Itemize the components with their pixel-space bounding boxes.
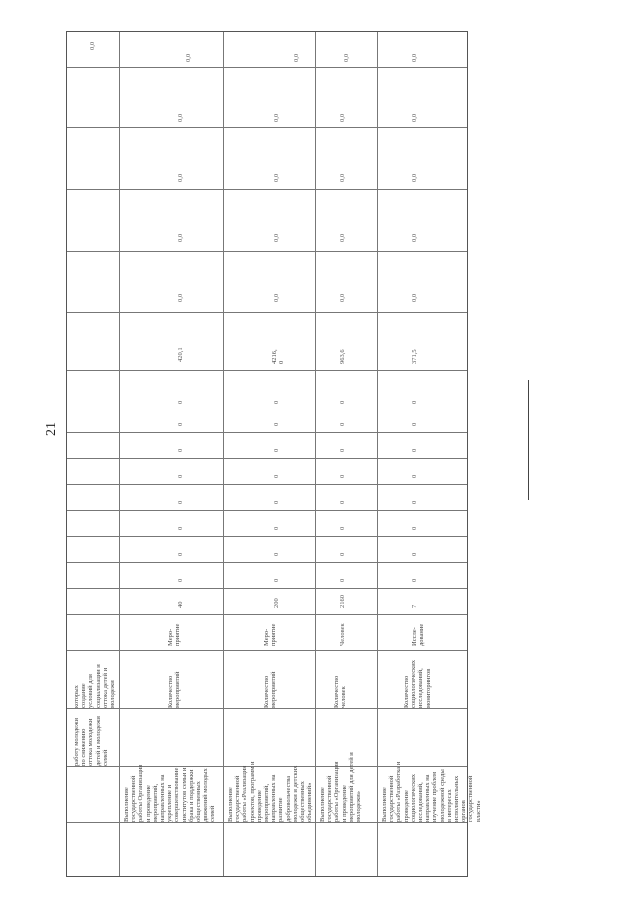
row1-f2: 0,0 <box>177 173 184 182</box>
row4-text: Выполнение государственной работы «Разработка и проведение социологических исследований, направленных на изучение проблем молодежной среды в интересах исполнительных органов государственной власти» <box>381 761 482 822</box>
header-col-b: которых создание условий для социализации и оттока детей и молодежи <box>73 664 117 708</box>
col-divider <box>67 708 467 709</box>
row3-f2: 0,0 <box>339 173 346 182</box>
row4-z6: 0 <box>411 422 418 426</box>
row1-z1: 0 <box>177 552 184 556</box>
row1-unit: Меро- приятие <box>167 623 182 646</box>
row3-plan: 2160 <box>339 595 346 608</box>
header-col-h: 0,0 <box>89 41 96 50</box>
col-divider <box>67 251 467 252</box>
row3-text: Выполнение государственной работы «Организация и проведение мероприятий для детей и молодежи» <box>319 752 363 822</box>
row2-f2: 0,0 <box>273 173 280 182</box>
row1-z7: 0 <box>177 400 184 404</box>
row3-f1: 0,0 <box>339 233 346 242</box>
row1-z5: 0 <box>177 448 184 452</box>
col-divider <box>67 562 467 563</box>
row3-z1: 0 <box>339 552 346 556</box>
row1-amount: 420,1 <box>177 347 184 362</box>
col-divider <box>67 484 467 485</box>
row1-f1: 0,0 <box>177 233 184 242</box>
row1-text: Выполнение государственной работы Организация и проведение мероприятий, направленных на укрепление и совершенствование институтов семьи и брака и поддержки общественных движений молодых семей <box>123 764 217 822</box>
row1-z6: 0 <box>177 422 184 426</box>
row4-indicator: Количество социологических исследований, мониторингов <box>403 660 432 708</box>
row1-z2: 0 <box>177 526 184 530</box>
row4-z5: 0 <box>411 448 418 452</box>
row4-f2: 0,0 <box>411 173 418 182</box>
row1-f4: 0,0 <box>185 53 192 62</box>
row4-unit: Иссле- дование <box>411 623 426 646</box>
row3-indicator: Количество человек <box>333 675 348 708</box>
row4-f3: 0,0 <box>411 113 418 122</box>
row2-z3: 0 <box>273 500 280 504</box>
row1-f0: 0,0 <box>177 293 184 302</box>
col-divider <box>67 370 467 371</box>
row4-plan: 7 <box>411 604 418 608</box>
row2-z6: 0 <box>273 422 280 426</box>
col-divider <box>67 588 467 589</box>
row2-amount: 4216, 0 <box>271 349 286 364</box>
row1-indicator: Количество мероприятий <box>167 671 182 708</box>
row4-f4: 0,0 <box>411 53 418 62</box>
row4-z7: 0 <box>411 400 418 404</box>
row4-f0: 0,0 <box>411 293 418 302</box>
row2-unit: Меро- приятие <box>263 623 278 646</box>
row2-f1: 0,0 <box>273 233 280 242</box>
col-divider <box>67 189 467 190</box>
row2-f3: 0,0 <box>273 113 280 122</box>
row3-f4: 0,0 <box>343 53 350 62</box>
row4-z2: 0 <box>411 526 418 530</box>
page-number: 21 <box>44 422 59 436</box>
row4-z3: 0 <box>411 500 418 504</box>
row4-z4: 0 <box>411 474 418 478</box>
row1-z4: 0 <box>177 474 184 478</box>
row-divider <box>119 32 120 876</box>
col-divider <box>67 127 467 128</box>
row3-z4: 0 <box>339 474 346 478</box>
col-divider <box>67 536 467 537</box>
row3-z3: 0 <box>339 500 346 504</box>
row2-z7: 0 <box>273 400 280 404</box>
row3-z7: 0 <box>339 400 346 404</box>
col-divider <box>67 614 467 615</box>
row3-unit: Человек <box>339 623 346 646</box>
row1-plan: 40 <box>177 601 184 608</box>
row2-z5: 0 <box>273 448 280 452</box>
col-divider <box>67 458 467 459</box>
header-col-a: работу молодежи по снижению оттока молодежи детей и молодежи семей <box>73 716 109 766</box>
row3-z5: 0 <box>339 448 346 452</box>
col-divider <box>67 312 467 313</box>
row4-amount: 371,5 <box>411 349 418 364</box>
col-divider <box>67 510 467 511</box>
separator-line <box>528 380 529 500</box>
row1-z0: 0 <box>177 578 184 582</box>
row-divider <box>315 32 316 876</box>
data-table <box>66 31 482 877</box>
row2-z4: 0 <box>273 474 280 478</box>
row2-z1: 0 <box>273 552 280 556</box>
row4-z1: 0 <box>411 552 418 556</box>
row4-f1: 0,0 <box>411 233 418 242</box>
row2-z2: 0 <box>273 526 280 530</box>
col-divider <box>67 432 467 433</box>
row3-z2: 0 <box>339 526 346 530</box>
col-divider <box>67 650 467 651</box>
row2-text: Выполнение государственной работы «Реализация проектов, программ и проведение мероприятий, направленных на развитие добровольчества молодежи и детских общественных объединений» <box>227 761 314 822</box>
row3-f3: 0,0 <box>339 113 346 122</box>
row1-z3: 0 <box>177 500 184 504</box>
row2-f4: 0,0 <box>293 53 300 62</box>
row3-z6: 0 <box>339 422 346 426</box>
row3-z0: 0 <box>339 578 346 582</box>
row-divider <box>223 32 224 876</box>
row-divider <box>377 32 378 876</box>
col-divider <box>67 822 467 823</box>
row1-f3: 0,0 <box>177 113 184 122</box>
row2-indicator: Количество мероприятий <box>263 671 278 708</box>
row2-f0: 0,0 <box>273 293 280 302</box>
row4-z0: 0 <box>411 578 418 582</box>
row3-amount: 963,6 <box>339 349 346 364</box>
row2-z0: 0 <box>273 578 280 582</box>
row2-plan: 200 <box>273 598 280 608</box>
row3-f0: 0,0 <box>339 293 346 302</box>
col-divider <box>67 67 467 68</box>
